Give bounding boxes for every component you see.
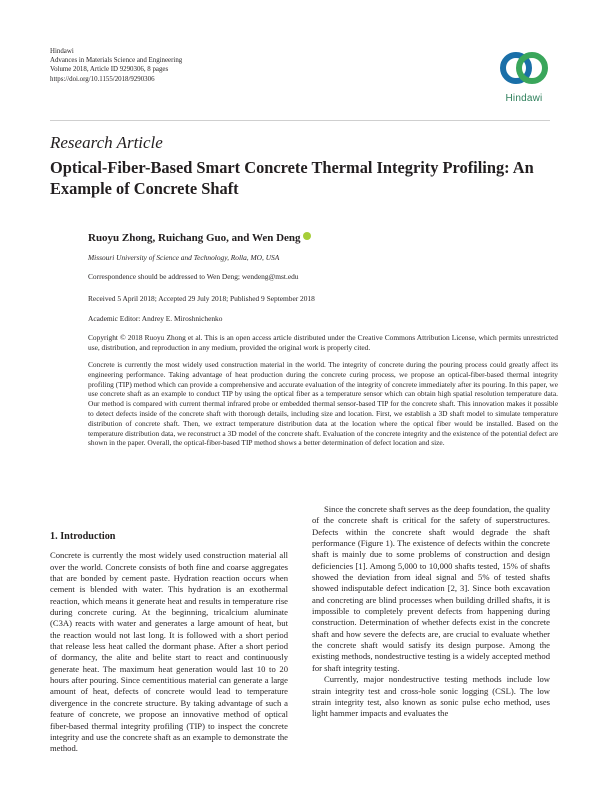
affiliation: Missouri University of Science and Technology, Rolla, MO, USA bbox=[88, 253, 280, 262]
volume-info: Volume 2018, Article ID 9290306, 8 pages bbox=[50, 66, 169, 74]
publisher-name: Hindawi bbox=[50, 48, 74, 55]
article-title: Optical-Fiber-Based Smart Concrete Thermal Integrity Profiling: An Example of Concrete Shaft bbox=[50, 158, 534, 198]
abstract: Concrete is currently the most widely used construction material in the world. The integrity of concrete during the pouring process could greatly affect its engineering performance. Taking advantage of heat production during the concrete curing process, we propose an optical-fiber-based thermal integrity profiling (TIP) method which can provide a comprehensive and accurate evaluation of the integrity of concrete immediately after its pouring. In this paper, we use concrete shaft as an example to conduct TIP by using the optical fiber as a temperature sensor which can obtain high spatial resolution temperature data. Our method is compared with current thermal infrared probe or embedded thermal sensor-based TIP for the concrete shaft. This innovation makes it possible to detect defects inside of the concrete shaft with thorough details, including size and location. First, we establish a 3D shaft model to simulate temperature distribution of concrete shaft. Then, we extract temperature distribution data at the location where the optical fiber would be installed. Based on the temperature distribution data, we reconstruct a 3D model of the concrete shaft. Evaluation of the concrete integrity and the existence of the potential defect are shown in the paper. Overall, the optical-fiber-based TIP method shows a better determination of defect location and size. bbox=[88, 360, 558, 448]
hindawi-logo-text: Hindawi bbox=[505, 93, 543, 104]
journal-name: Advances in Materials Science and Engineering bbox=[50, 57, 183, 65]
copyright-notice: Copyright © 2018 Ruoyu Zhong et al. This is an open access article distributed under the Creative Commons Attribution License, which permits unrestricted use, distribution, and reproduction in any medium, provided the original work is properly cited. bbox=[88, 333, 558, 352]
orcid-icon[interactable] bbox=[303, 232, 311, 240]
intro-paragraph-2: Since the concrete shaft serves as the deep foundation, the quality of the concrete shaft is critical for the safety of superstructures. Defects within the concrete shaft would degrade the shaft performance (Figure 1). The existence of defects within the concrete shaft is mainly due to some problems of construction and design deficiencies [1]. Among 5,000 to 10,000 shafts tested, 15% of shafts showed the deviation from ideal signal and 5% of tested shafts showed indisputable defect indication [2, 3]. Since both excavation and concreting are blind processes when building drilled shafts, it is impossible to completely prevent defects from happening during construction. Determination of whether defects exist in the concrete shaft and how severe the defects are, are crucial to evaluate whether the concrete shaft would satisfy its design purpose. Among the existing methods, nondestructive testing is a widely accepted method for shaft integrity testing. bbox=[312, 504, 550, 673]
author-names: Ruoyu Zhong, Ruichang Guo, and Wen Deng bbox=[88, 232, 301, 244]
body-column-left bbox=[50, 531, 288, 755]
intro-paragraph-1: Concrete is currently the most widely used construction material all over the world. Concrete consists of both fine and coarse aggregates that are bonded by cement paste. Hydration reaction occurs when cement is blended with water. This hydration is an exothermal reaction, which means it generate heat and results in temperature rise during concrete curing. At the beginning, tricalcium aluminate (C3A) reacts with water and generates a large amount of heat, but the reaction would not last long. It is followed with a short period that release less heat called the dormant phase. After a short period of dormancy, the alite and belite start to react and continuously generate heat. The maximum heat generation would last 10 to 20 hours after pouring. Since cementitious material can generate a large amount of heat, defects of concrete would lead to temperature divergence in the concrete structure. By taking advantage of such a feature of concrete, we propose an innovative method of optical fiber-based thermal integrity profiling (TIP) to inspect the concrete integrity and use the concrete shaft as an example to demonstrate the method. bbox=[50, 550, 288, 754]
correspondence: Correspondence should be addressed to Wen Deng; wendeng@mst.edu bbox=[88, 272, 299, 281]
section-heading: 1. Introduction bbox=[50, 531, 116, 542]
academic-editor: Academic Editor: Andrey E. Miroshnichenko bbox=[88, 314, 223, 323]
journal-metadata bbox=[50, 47, 350, 84]
intro-paragraph-3: Currently, major nondestructive testing methods include low strain integrity test and cross-hole sonic logging (CSL). The low strain integrity test, also known as sonic pulse echo method, uses light hammer impacts and evaluates the bbox=[312, 674, 550, 719]
article-type: Research Article bbox=[50, 133, 163, 152]
body-column-right bbox=[312, 504, 550, 720]
header-divider bbox=[50, 120, 550, 121]
author-line bbox=[88, 232, 311, 244]
publication-dates: Received 5 April 2018; Accepted 29 July 2018; Published 9 September 2018 bbox=[88, 294, 315, 303]
doi-link[interactable]: https://doi.org/10.1155/2018/9290306 bbox=[50, 75, 155, 83]
